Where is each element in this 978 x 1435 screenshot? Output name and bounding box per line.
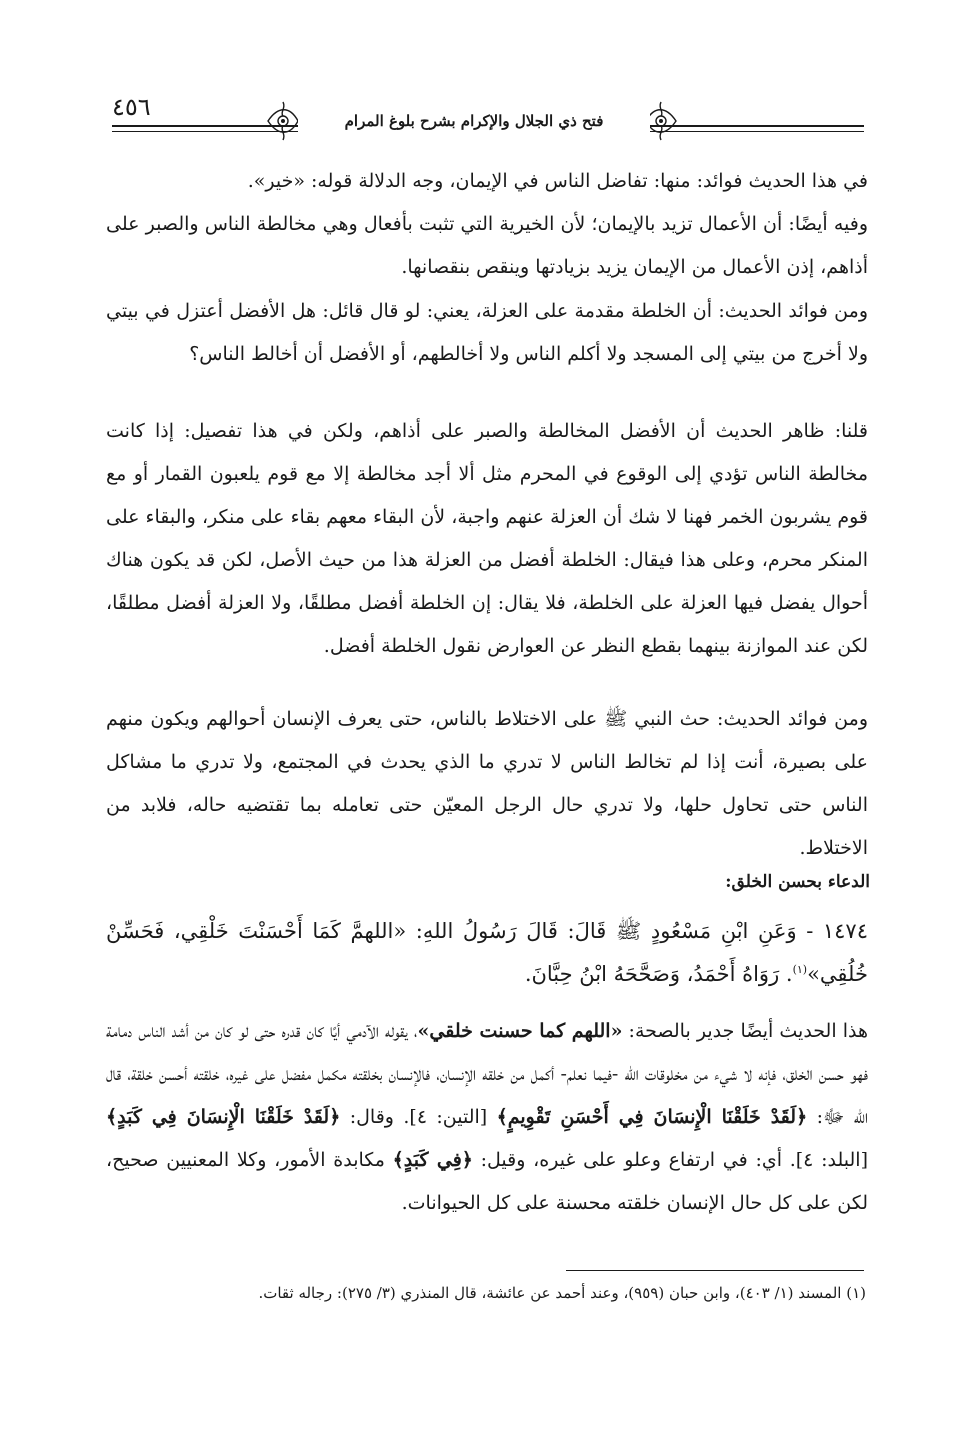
page-number: ٤٥٦ xyxy=(112,93,151,121)
hadith-text xyxy=(106,910,868,996)
footnote-rule xyxy=(566,1270,864,1271)
paragraph-2: وفيه أيضًا: أن الأعمال تزيد بالإيمان؛ لأن الخيرية التي تثبت بأفعال وهي مخالطة الناس والصبر على أذاهم، إذن الأعمال من الإيمان يزيد بزيادتها وينقص بنقصانها. xyxy=(106,213,868,278)
quran-verse-2: ﴿لَقَدْ خَلَقْنَا الْإِنسَانَ فِي كَبَدٍ﴾ xyxy=(106,1106,341,1128)
header-title-box xyxy=(298,98,650,144)
hadith-source: . رَوَاهُ أَحْمَدُ، وَصَحَّحَهُ ابْنُ حِبَّانَ. xyxy=(524,962,793,986)
commentary-quote: «اللهم كما حسنت خلقي» xyxy=(417,1020,623,1042)
commentary-part-1: ، يقوله الآدمي أيًا كان قدره حتى لو كان من أشد الناس دمامة فهو حسن الخلق، فإنه لا شيء من مخلوقات الله -فيما نعلم- أكمل من خلقه الإنسان، فالإنسان بخلقته مكمل مفضل على غيره، خلقته أحسن خلقة، قال الله ﷻ: xyxy=(106,1020,868,1128)
section-heading: الدعاء بحسن الخلق: xyxy=(725,872,870,892)
commentary-intro: هذا الحديث أيضًا جدير بالصحة: xyxy=(622,1020,868,1042)
footnote: (١) المسند (١/ ٤٠٣)، وابن حبان (٩٥٩)، وعند أحمد عن عائشة، قال المنذري (٣/ ٢٧٥): رجاله ثقات. xyxy=(258,1284,866,1302)
footnote-ref[interactable]: (١) xyxy=(792,963,808,976)
quran-ref-2: [البلد: ٤]. أي: في ارتفاع وعلو على غيره، وقيل: xyxy=(472,1149,868,1171)
quran-ref-1: [التين: ٤]. وقال: xyxy=(340,1106,497,1128)
hadith-number: ١٤٧٤ xyxy=(822,919,868,943)
quran-verse-1: ﴿لَقَدْ خَلَقْنَا الْإِنسَانَ فِي أَحْسَنِ تَقْوِيمٍ﴾ xyxy=(496,1106,808,1128)
quran-verse-3: ﴿فِي كَبَدٍ﴾ xyxy=(392,1149,473,1171)
paragraph-3: ومن فوائد الحديث: أن الخلطة مقدمة على العزلة، يعني: لو قال قائل: هل الأفضل أعتزل في بيتي ولا أخرج من بيتي إلى المسجد ولا أكلم الناس ولا أخالطهم، أو الأفضل أن أخالط الناس؟ xyxy=(106,300,868,365)
commentary-part-2: مكابدة الأمور، وكلا المعنيين صحيح، لكن على كل حال الإنسان خلقته محسنة على كل الحيوانات. xyxy=(106,1149,868,1214)
book-title: فتح ذي الجلال والإكرام بشرح بلوغ المرام xyxy=(344,112,604,130)
paragraph-4: قلنا: ظاهر الحديث أن الأفضل المخالطة والصبر على أذاهم، ولكن في هذا تفصيل: إذا كانت مخالطة الناس تؤدي إلى الوقوع في المحرم مثل ألا أجد مخالطة إلا مع قوم يلعبون القمار أو مع قوم يشربون الخمر فهنا لا شك أن العزلة عنهم واجبة، لأن البقاء معهم بقاء على منكر، والبقاء على المنكر محرم، وعلى هذا فيقال: الخلطة أفضل من العزلة هذا من حيث الأصل، لكن قد يكون هناك أحوال يفضل فيها العزلة على الخلطة، فلا يقال: إن الخلطة أفضل مطلقًا، ولا العزلة أفضل مطلقًا، لكن عند الموازنة بينهما بقطع النظر عن العوارض نقول الخلطة أفضل. xyxy=(106,420,868,657)
hadith-body: - وَعَنِ ابْنِ مَسْعُودٍ ﷺ قَالَ: قَالَ رَسُولُ اللهِ: «اللهمَّ كَمَا أَحْسَنْتَ خَلْقِي، فَحَسِّنْ خُلُقِي» xyxy=(106,919,868,986)
paragraph-5: ومن فوائد الحديث: حث النبي ﷺ على الاختلاط بالناس، حتى يعرف الإنسان أحوالهم ويكون منهم على بصيرة، أنت إذا لم تخالط الناس لا تدري ما الذي يحدث في المجتمع، ولا تدري ما مشاكل الناس حتى تحاول حلها، ولا تدري حال الرجل المعيّن حتى تعامله بما تقتضيه حاله، فلابد من الاختلاط. xyxy=(106,708,868,859)
paragraph-1: في هذا الحديث فوائد: منها: تفاضل الناس في الإيمان، وجه الدلالة قوله: «خير». xyxy=(247,170,868,192)
commentary-paragraph xyxy=(106,1010,868,1225)
